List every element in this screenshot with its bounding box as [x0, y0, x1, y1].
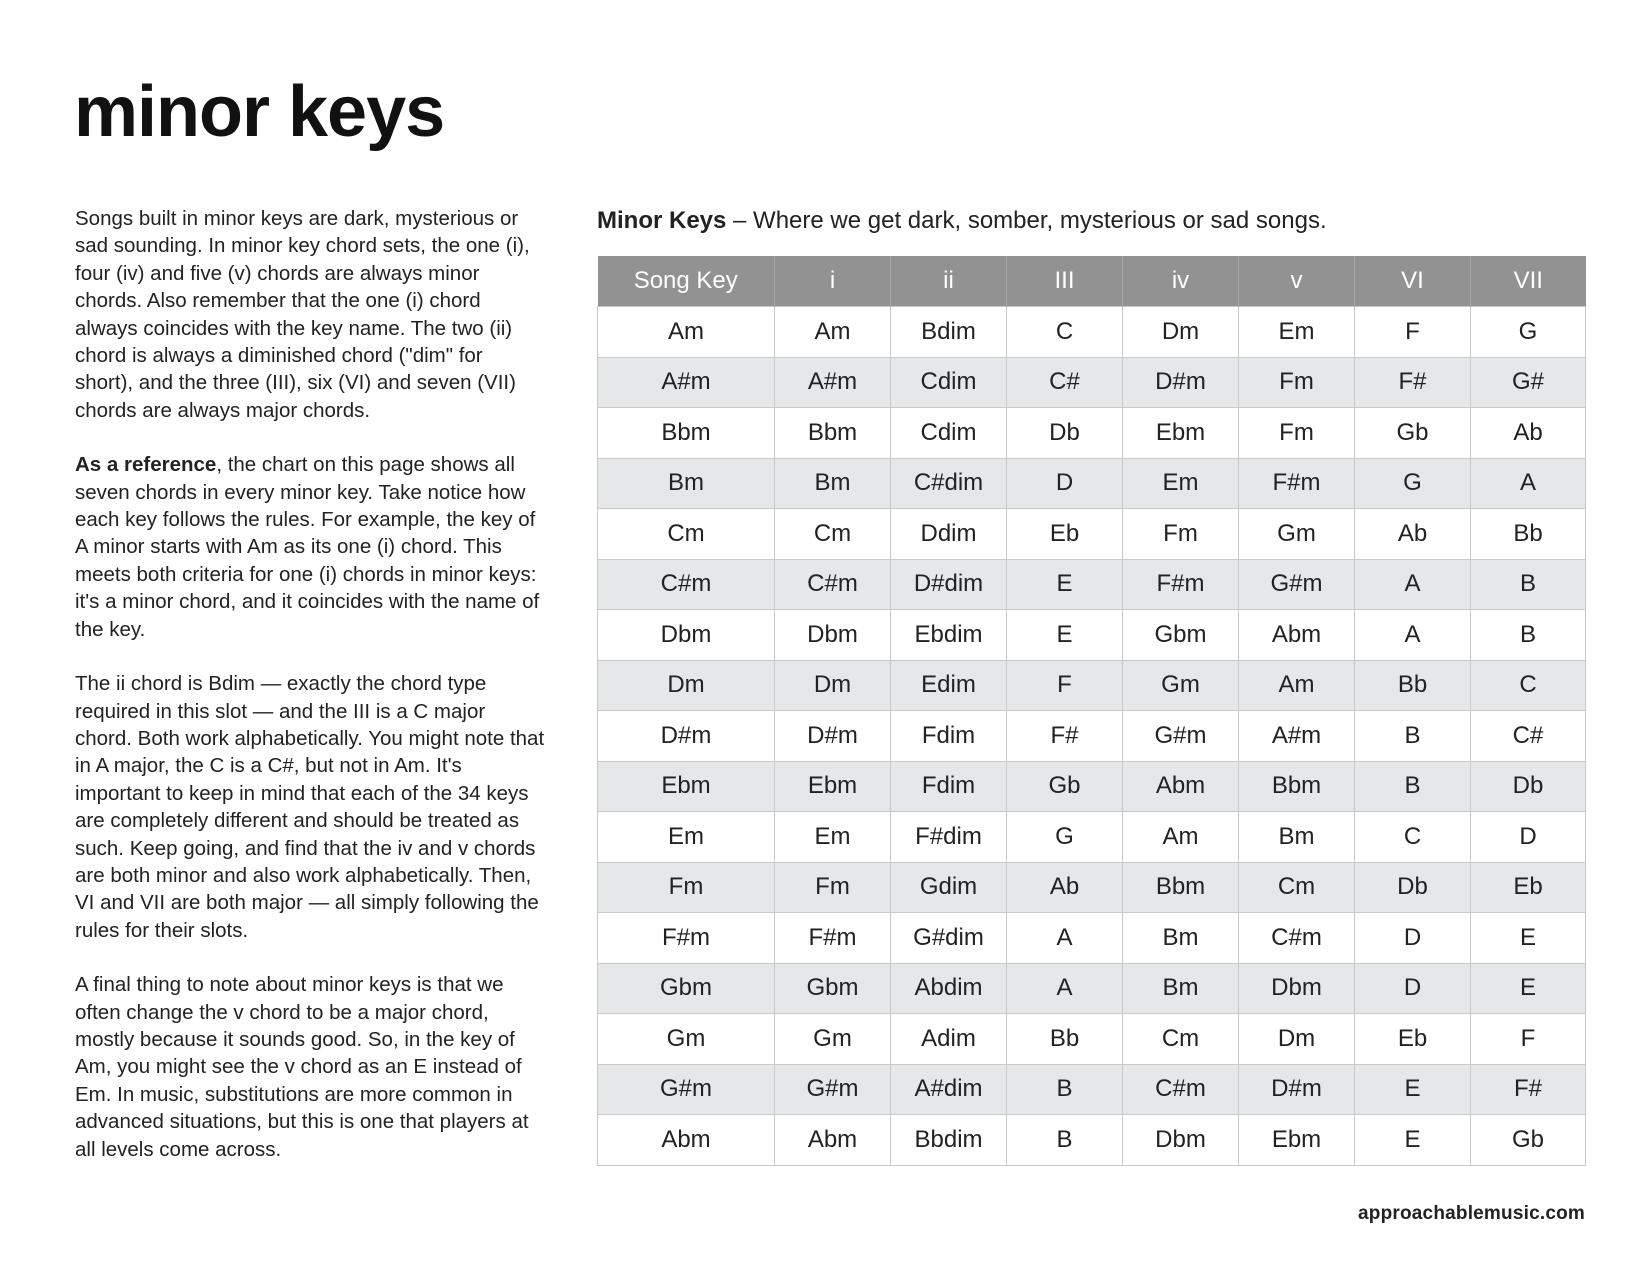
- song-key-cell: Bbm: [598, 408, 775, 459]
- chord-cell: B: [1471, 610, 1586, 661]
- chord-cell: Dm: [775, 660, 891, 711]
- chord-cell: Bm: [775, 458, 891, 509]
- chord-cell: C#m: [1239, 913, 1355, 964]
- chord-cell: Fm: [775, 862, 891, 913]
- song-key-cell: Abm: [598, 1115, 775, 1166]
- chord-cell: C: [1355, 812, 1471, 863]
- chord-cell: Abdim: [891, 963, 1007, 1014]
- chord-cell: D: [1471, 812, 1586, 863]
- table-row: [598, 559, 1586, 610]
- chord-cell: Dm: [1239, 1014, 1355, 1065]
- chord-cell: A#m: [1239, 711, 1355, 762]
- table-row: [598, 963, 1586, 1014]
- table-row: [598, 307, 1586, 358]
- column-header: VI: [1355, 256, 1471, 307]
- page-title: minor keys: [74, 72, 445, 152]
- footer-website: approachablemusic.com: [1358, 1203, 1585, 1224]
- chord-cell: G#m: [1123, 711, 1239, 762]
- chord-cell: F#: [1355, 357, 1471, 408]
- chord-cell: E: [1007, 559, 1123, 610]
- column-header: i: [775, 256, 891, 307]
- chord-cell: C: [1471, 660, 1586, 711]
- chord-cell: Ab: [1471, 408, 1586, 459]
- column-header: VII: [1471, 256, 1586, 307]
- chord-cell: C#dim: [891, 458, 1007, 509]
- chord-cell: F#dim: [891, 812, 1007, 863]
- chord-cell: Abm: [1239, 610, 1355, 661]
- chord-cell: Ebm: [1123, 408, 1239, 459]
- song-key-cell: Dm: [598, 660, 775, 711]
- chord-cell: Gdim: [891, 862, 1007, 913]
- chord-cell: C#m: [775, 559, 891, 610]
- chord-cell: Bbm: [1239, 761, 1355, 812]
- column-header: iv: [1123, 256, 1239, 307]
- chart-heading-bold: Minor Keys: [597, 207, 727, 234]
- table-row: [598, 458, 1586, 509]
- song-key-cell: Gbm: [598, 963, 775, 1014]
- chord-cell: D#dim: [891, 559, 1007, 610]
- chord-cell: A: [1471, 458, 1586, 509]
- chord-cell: A#m: [775, 357, 891, 408]
- chord-cell: Gbm: [775, 963, 891, 1014]
- chord-cell: A: [1007, 963, 1123, 1014]
- column-header: v: [1239, 256, 1355, 307]
- chord-cell: G: [1355, 458, 1471, 509]
- chord-cell: B: [1007, 1064, 1123, 1115]
- chord-cell: Cm: [1123, 1014, 1239, 1065]
- chord-cell: C#m: [1123, 1064, 1239, 1115]
- chord-cell: Db: [1471, 761, 1586, 812]
- chord-cell: Ab: [1355, 509, 1471, 560]
- chord-cell: Bdim: [891, 307, 1007, 358]
- chord-cell: Am: [775, 307, 891, 358]
- chord-cell: F#m: [1239, 458, 1355, 509]
- chord-cell: C: [1007, 307, 1123, 358]
- chord-cell: Em: [1123, 458, 1239, 509]
- table-header-row: [598, 256, 1586, 307]
- table-row: [598, 610, 1586, 661]
- chord-cell: Bm: [1239, 812, 1355, 863]
- chord-cell: C#: [1471, 711, 1586, 762]
- table-row: [598, 761, 1586, 812]
- chord-cell: G#m: [775, 1064, 891, 1115]
- song-key-cell: A#m: [598, 357, 775, 408]
- chord-cell: G: [1007, 812, 1123, 863]
- chord-cell: B: [1355, 711, 1471, 762]
- chord-cell: Dbm: [1239, 963, 1355, 1014]
- chord-cell: Bm: [1123, 913, 1239, 964]
- chord-cell: Gm: [1123, 660, 1239, 711]
- chord-cell: G#: [1471, 357, 1586, 408]
- chord-cell: Eb: [1355, 1014, 1471, 1065]
- chord-cell: Gbm: [1123, 610, 1239, 661]
- chord-cell: F#m: [1123, 559, 1239, 610]
- chord-cell: A: [1007, 913, 1123, 964]
- chord-cell: C#: [1007, 357, 1123, 408]
- chord-cell: Cdim: [891, 357, 1007, 408]
- chord-cell: Dbm: [1123, 1115, 1239, 1166]
- chord-cell: Eb: [1007, 509, 1123, 560]
- chord-cell: G#m: [1239, 559, 1355, 610]
- chord-cell: Bbdim: [891, 1115, 1007, 1166]
- chord-cell: D#m: [775, 711, 891, 762]
- chord-cell: Bb: [1355, 660, 1471, 711]
- chord-cell: A: [1355, 559, 1471, 610]
- chord-cell: Gb: [1007, 761, 1123, 812]
- chord-cell: G: [1471, 307, 1586, 358]
- table-row: [598, 1064, 1586, 1115]
- chord-cell: Ddim: [891, 509, 1007, 560]
- chord-cell: Gm: [775, 1014, 891, 1065]
- song-key-cell: C#m: [598, 559, 775, 610]
- chord-cell: Abm: [1123, 761, 1239, 812]
- intro-paragraph-2: [75, 451, 545, 643]
- chord-cell: Bb: [1007, 1014, 1123, 1065]
- song-key-cell: G#m: [598, 1064, 775, 1115]
- chord-cell: Gb: [1355, 408, 1471, 459]
- chord-cell: Adim: [891, 1014, 1007, 1065]
- chord-cell: Fdim: [891, 761, 1007, 812]
- chord-cell: F#: [1471, 1064, 1586, 1115]
- chord-cell: Ebm: [775, 761, 891, 812]
- reference-bold-label: As a reference: [75, 453, 217, 477]
- chord-cell: Fdim: [891, 711, 1007, 762]
- minor-keys-chord-table: [597, 256, 1586, 1166]
- table-body: [598, 307, 1586, 1166]
- chart-heading-subtitle: – Where we get dark, somber, mysterious or sad songs.: [726, 207, 1327, 234]
- chord-cell: Fm: [1239, 357, 1355, 408]
- chord-cell: Gm: [1239, 509, 1355, 560]
- reference-text: , the chart on this page shows all seven chords in every minor key. Take notice how each key follows the rules. For example, the key of A minor starts with Am as its one (i) chord. This meets both criteria for one (i) chords in minor keys: it's a minor chord, and it coincides with the name of the key.: [75, 453, 540, 641]
- chord-cell: F: [1471, 1014, 1586, 1065]
- chord-cell: E: [1471, 913, 1586, 964]
- song-key-cell: Em: [598, 812, 775, 863]
- chord-cell: Em: [775, 812, 891, 863]
- chord-cell: Bbm: [775, 408, 891, 459]
- column-header: III: [1007, 256, 1123, 307]
- intro-paragraph-4: A final thing to note about minor keys is that we often change the v chord to be a major chord, mostly because it sounds good. So, in the key of Am, you might see the v chord as an E instead of Em. In music, substitutions are more common in advanced situations, but this is one that players at all levels come across.: [75, 973, 529, 1161]
- chord-cell: B: [1355, 761, 1471, 812]
- song-key-cell: Am: [598, 307, 775, 358]
- table-row: [598, 357, 1586, 408]
- table-row: [598, 862, 1586, 913]
- chord-cell: B: [1471, 559, 1586, 610]
- chord-cell: Gb: [1471, 1115, 1586, 1166]
- chord-cell: Edim: [891, 660, 1007, 711]
- chord-cell: A: [1355, 610, 1471, 661]
- table-row: [598, 1115, 1586, 1166]
- chord-cell: Dm: [1123, 307, 1239, 358]
- chord-cell: D#m: [1123, 357, 1239, 408]
- intro-paragraph-3: The ii chord is Bdim — exactly the chord type required in this slot — and the III is a C major chord. Both work alphabetically. You might note that in A major, the C is a C#, but not in Am. It's important to keep in mind that each of the 34 keys are completely different and should be treated as such. Keep going, and find that the iv and v chords are both minor and also work alphabetically. Then, VI and VII are both major — all simply following the rules for their slots.: [75, 672, 545, 942]
- song-key-cell: Bm: [598, 458, 775, 509]
- column-header: Song Key: [598, 256, 775, 307]
- chord-cell: E: [1007, 610, 1123, 661]
- table-row: [598, 509, 1586, 560]
- chord-cell: Bm: [1123, 963, 1239, 1014]
- chord-cell: A#dim: [891, 1064, 1007, 1115]
- intro-paragraph-1: Songs built in minor keys are dark, mysterious or sad sounding. In minor key chord sets, the one (i), four (iv) and five (v) chords are always minor chords. Also remember that the one (i) chord always coincides with the key name. The two (ii) chord is always a diminished chord ("dim" for short), and the three (III), six (VI) and seven (VII) chords are always major chords.: [75, 207, 530, 422]
- chord-cell: Bb: [1471, 509, 1586, 560]
- chord-cell: Cdim: [891, 408, 1007, 459]
- table-row: [598, 913, 1586, 964]
- column-header: ii: [891, 256, 1007, 307]
- chart-heading: [597, 206, 1327, 236]
- song-key-cell: D#m: [598, 711, 775, 762]
- chord-cell: Ebdim: [891, 610, 1007, 661]
- table-row: [598, 812, 1586, 863]
- table-row: [598, 408, 1586, 459]
- chord-cell: D#m: [1239, 1064, 1355, 1115]
- chord-cell: F: [1355, 307, 1471, 358]
- chord-cell: F#m: [775, 913, 891, 964]
- chord-cell: Cm: [1239, 862, 1355, 913]
- table-row: [598, 660, 1586, 711]
- chord-cell: F: [1007, 660, 1123, 711]
- chord-cell: Cm: [775, 509, 891, 560]
- chord-cell: Em: [1239, 307, 1355, 358]
- chord-cell: Ebm: [1239, 1115, 1355, 1166]
- song-key-cell: Fm: [598, 862, 775, 913]
- chord-cell: Bbm: [1123, 862, 1239, 913]
- chord-cell: Fm: [1123, 509, 1239, 560]
- table-row: [598, 711, 1586, 762]
- chord-cell: Ab: [1007, 862, 1123, 913]
- chord-cell: D: [1355, 963, 1471, 1014]
- chord-cell: B: [1007, 1115, 1123, 1166]
- song-key-cell: F#m: [598, 913, 775, 964]
- chord-cell: F#: [1007, 711, 1123, 762]
- song-key-cell: Dbm: [598, 610, 775, 661]
- chord-cell: E: [1355, 1115, 1471, 1166]
- table-row: [598, 1014, 1586, 1065]
- song-key-cell: Gm: [598, 1014, 775, 1065]
- chord-cell: Db: [1007, 408, 1123, 459]
- chord-cell: Eb: [1471, 862, 1586, 913]
- chord-cell: G#dim: [891, 913, 1007, 964]
- song-key-cell: Ebm: [598, 761, 775, 812]
- chord-cell: Am: [1239, 660, 1355, 711]
- chord-cell: D: [1355, 913, 1471, 964]
- chord-cell: E: [1355, 1064, 1471, 1115]
- chord-cell: Abm: [775, 1115, 891, 1166]
- chord-cell: Fm: [1239, 408, 1355, 459]
- chord-cell: D: [1007, 458, 1123, 509]
- song-key-cell: Cm: [598, 509, 775, 560]
- chord-cell: Dbm: [775, 610, 891, 661]
- chord-cell: E: [1471, 963, 1586, 1014]
- chord-cell: Am: [1123, 812, 1239, 863]
- chord-cell: Db: [1355, 862, 1471, 913]
- intro-text: [75, 205, 545, 1190]
